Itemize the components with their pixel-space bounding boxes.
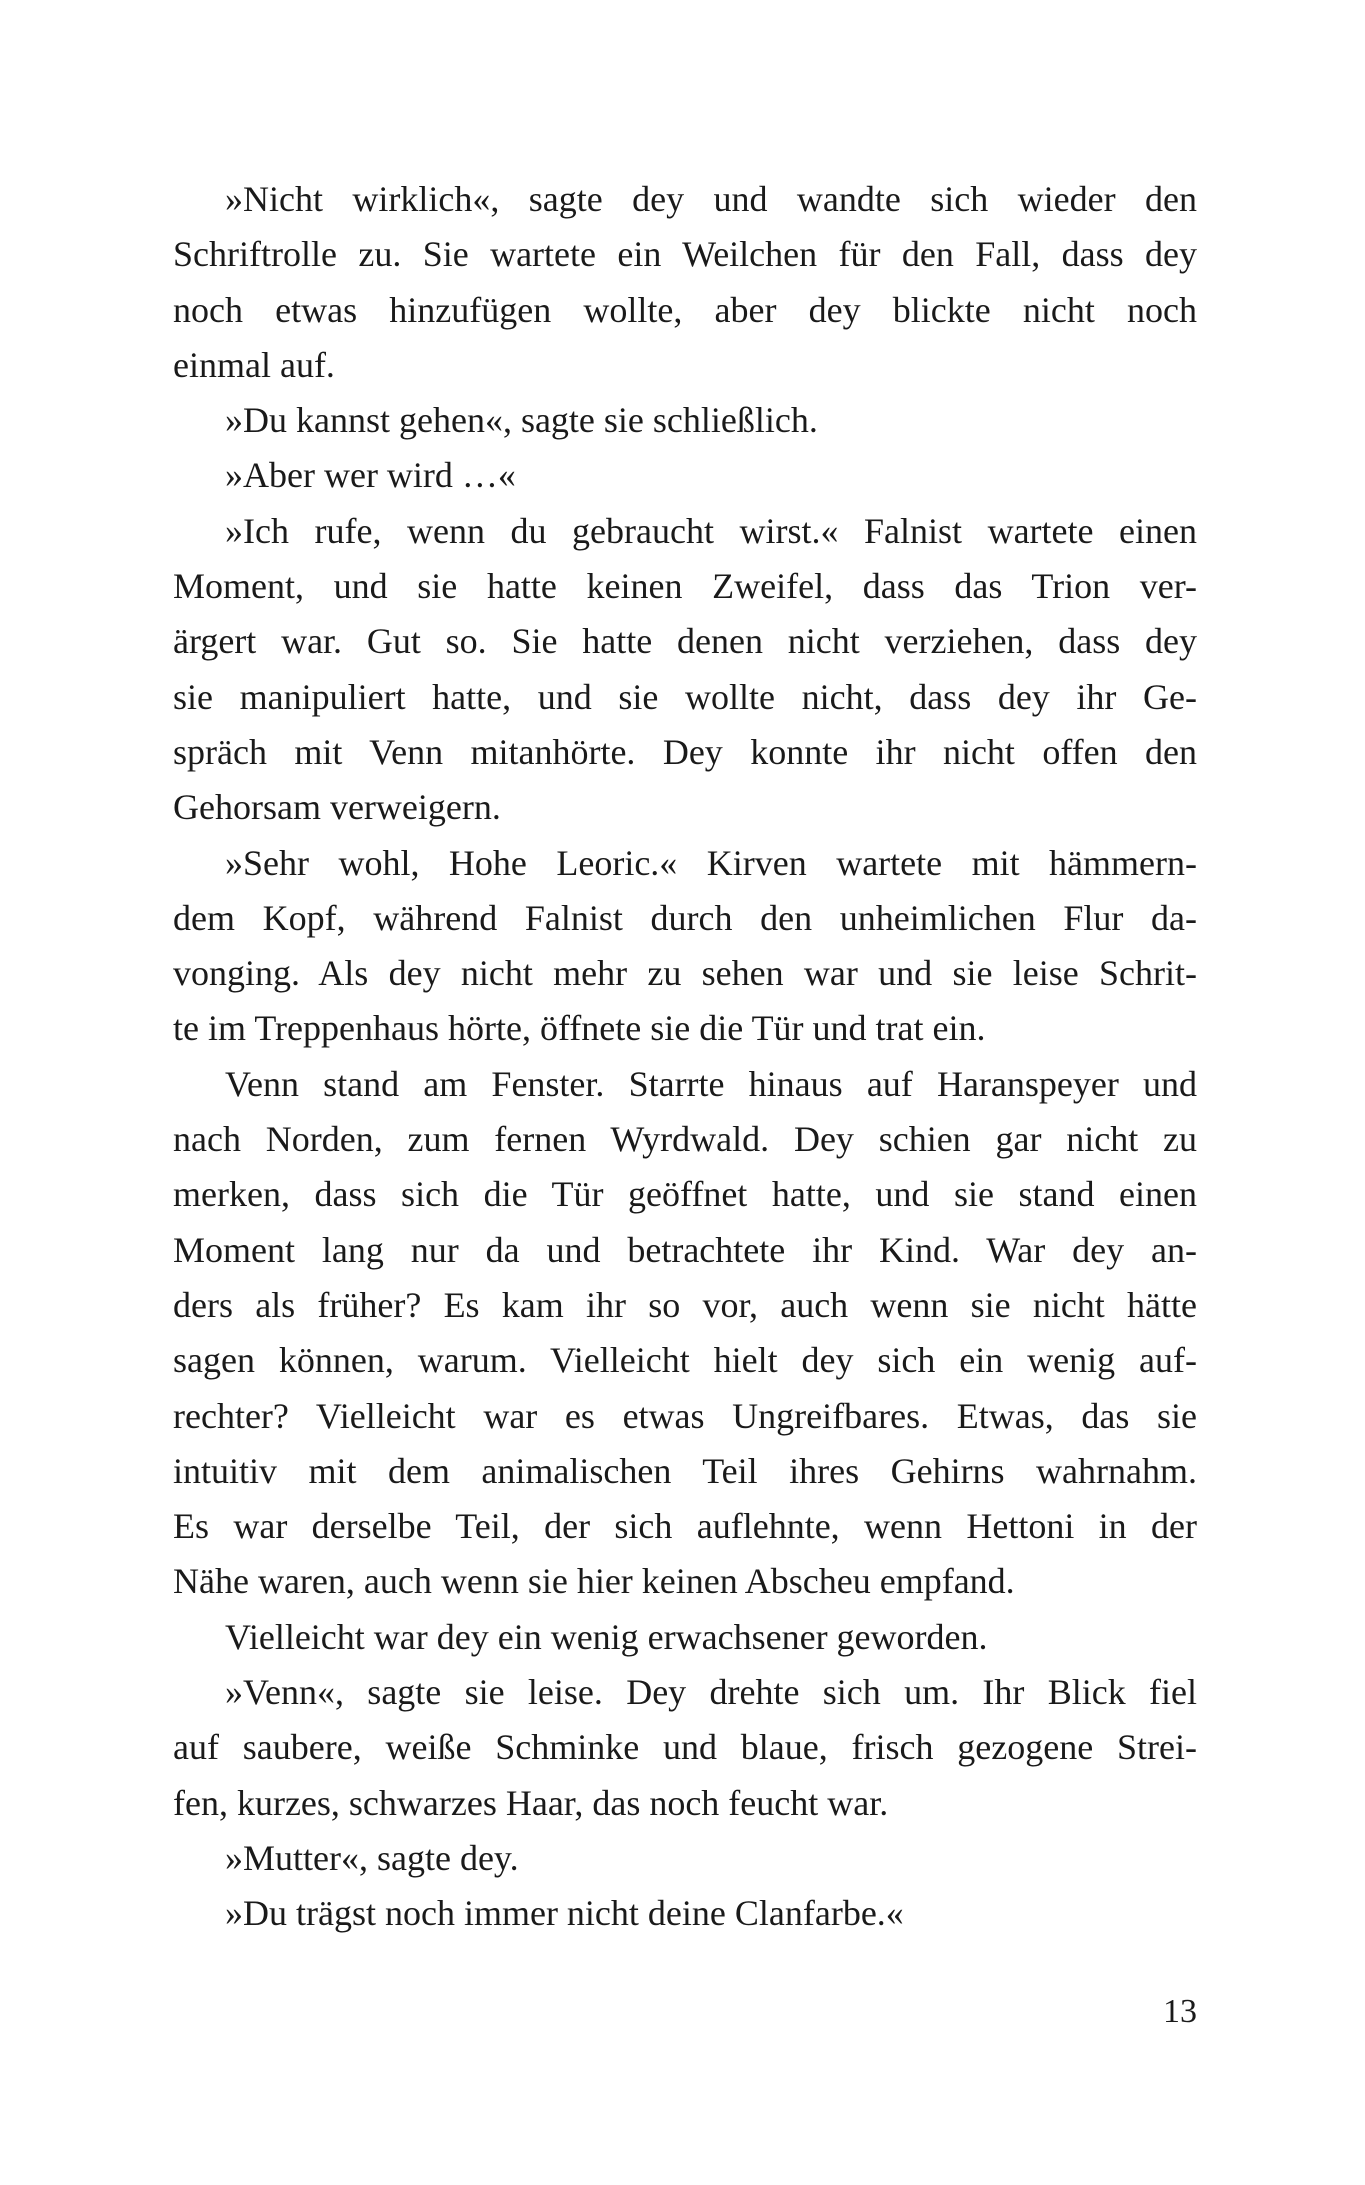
text-line: auf saubere, weiße Schminke und blaue, frisch gezogene Strei-	[173, 1727, 1197, 1768]
text-line: Venn stand am Fenster. Starrte hinaus auf Haranspeyer und	[225, 1063, 1197, 1104]
text-line: fen, kurzes, schwarzes Haar, das noch feucht war.	[173, 1782, 889, 1823]
text-line: »Aber wer wird …«	[225, 455, 516, 496]
text-line: Gehorsam verweigern.	[173, 787, 501, 828]
text-line: sagen können, warum. Vielleicht hielt dey sich ein wenig auf-	[173, 1340, 1197, 1381]
text-line: spräch mit Venn mitanhörte. Dey konnte ihr nicht offen den	[173, 731, 1197, 772]
text-line: Es war derselbe Teil, der sich auflehnte, wenn Hettoni in der	[173, 1506, 1197, 1547]
text-line: nach Norden, zum fernen Wyrdwald. Dey schien gar nicht zu	[173, 1119, 1197, 1160]
text-line: Vielleicht war dey ein wenig erwachsener geworden.	[225, 1616, 988, 1657]
text-line: »Venn«, sagte sie leise. Dey drehte sich um. Ihr Blick fiel	[225, 1672, 1197, 1713]
text-line: Nähe waren, auch wenn sie hier keinen Abscheu empfand.	[173, 1561, 1015, 1602]
text-line: Moment lang nur da und betrachtete ihr Kind. War dey an-	[173, 1229, 1197, 1270]
text-line: vonging. Als dey nicht mehr zu sehen war und sie leise Schrit-	[173, 953, 1197, 994]
text-line: »Du kannst gehen«, sagte sie schließlich.	[225, 400, 818, 441]
text-line: Schriftrolle zu. Sie wartete ein Weilchen für den Fall, dass dey	[173, 234, 1197, 275]
text-line: »Sehr wohl, Hohe Leoric.« Kirven wartete mit hämmern-	[225, 842, 1197, 883]
text-line: merken, dass sich die Tür geöffnet hatte, und sie stand einen	[173, 1174, 1197, 1215]
text-line: ders als früher? Es kam ihr so vor, auch wenn sie nicht hätte	[173, 1284, 1197, 1325]
text-line: »Nicht wirklich«, sagte dey und wandte sich wieder den	[225, 179, 1197, 219]
text-line: einmal auf.	[173, 344, 335, 385]
page-number: 13	[1163, 1993, 1197, 2030]
text-line: te im Treppenhaus hörte, öffnete sie die Tür und trat ein.	[173, 1008, 986, 1049]
text-line: noch etwas hinzufügen wollte, aber dey blickte nicht noch	[173, 289, 1197, 330]
text-line: »Du trägst noch immer nicht deine Clanfarbe.«	[225, 1893, 904, 1934]
text-line: »Mutter«, sagte dey.	[225, 1837, 519, 1878]
text-line: ärgert war. Gut so. Sie hatte denen nicht verziehen, dass dey	[173, 621, 1197, 662]
text-line: »Ich rufe, wenn du gebraucht wirst.« Falnist wartete einen	[225, 510, 1197, 551]
text-line: rechter? Vielleicht war es etwas Ungreifbares. Etwas, das sie	[173, 1395, 1197, 1436]
text-line: intuitiv mit dem animalischen Teil ihres Gehirns wahrnahm.	[173, 1450, 1197, 1491]
text-line: sie manipuliert hatte, und sie wollte nicht, dass dey ihr Ge-	[173, 676, 1197, 717]
body-text	[173, 172, 1197, 1942]
text-line: dem Kopf, während Falnist durch den unheimlichen Flur da-	[173, 897, 1197, 938]
text-line: Moment, und sie hatte keinen Zweifel, dass das Trion ver-	[173, 566, 1197, 607]
